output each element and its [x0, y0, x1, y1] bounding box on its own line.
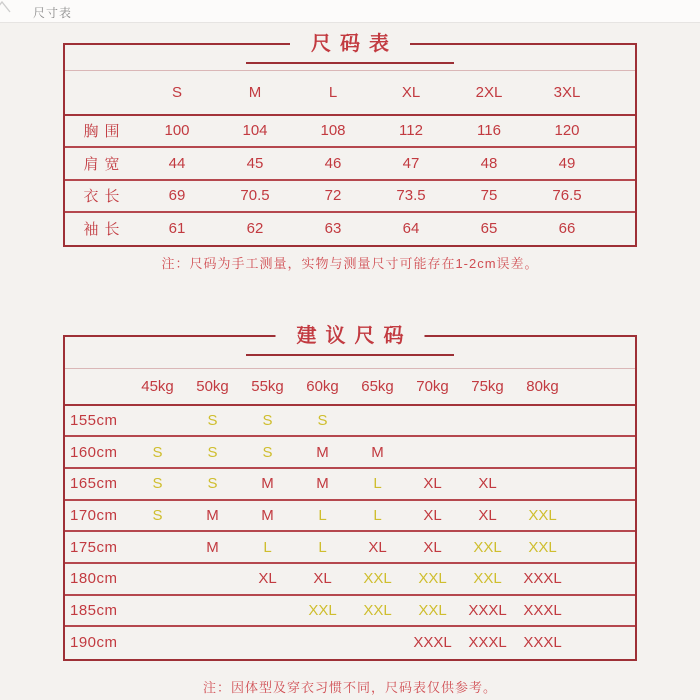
size-cell	[295, 626, 350, 658]
size-table-title-underline	[246, 62, 454, 64]
size-cell: XL	[423, 538, 442, 556]
size-cell: XXL	[473, 570, 502, 588]
size-cell: 49	[558, 154, 576, 172]
spacer-cell	[570, 369, 635, 405]
column-header: S	[171, 83, 182, 101]
suggest-table	[65, 368, 635, 658]
column-header: L	[328, 83, 338, 101]
collapse-arrow-icon[interactable]	[0, 0, 11, 18]
size-cell: M	[316, 443, 329, 461]
size-cell: XXXL	[468, 634, 507, 652]
size-cell	[460, 405, 515, 437]
row-label: 190cm	[70, 634, 118, 652]
spacer-cell	[570, 436, 635, 468]
size-cell: XL	[423, 475, 442, 493]
table-row	[65, 405, 635, 437]
size-cell: XXL	[473, 538, 502, 556]
size-cell	[130, 531, 185, 563]
row-label: 175cm	[70, 538, 118, 556]
column-header: 2XL	[475, 83, 503, 101]
size-cell: XXXL	[523, 570, 562, 588]
size-cell: XXL	[363, 601, 392, 619]
size-cell: L	[263, 538, 272, 556]
size-cell: S	[262, 443, 273, 461]
size-cell: 44	[168, 154, 186, 172]
size-cell: M	[316, 475, 329, 493]
header-row	[65, 369, 635, 405]
size-cell: S	[317, 411, 328, 429]
size-cell: XXXL	[413, 634, 452, 652]
spacer-cell	[570, 626, 635, 658]
suggest-size-title-underline	[246, 354, 454, 356]
column-header: 60kg	[306, 377, 339, 395]
size-cell	[130, 626, 185, 658]
size-cell: 62	[246, 220, 264, 238]
topbar-title: 尺寸表	[33, 6, 73, 20]
size-cell	[350, 405, 405, 437]
size-cell	[185, 563, 240, 595]
size-cell	[515, 436, 570, 468]
table-row	[65, 500, 635, 532]
table-row	[65, 595, 635, 627]
column-header: 65kg	[361, 377, 394, 395]
row-label-header	[65, 369, 130, 405]
size-cell: 116	[477, 122, 501, 140]
spacer-cell	[570, 595, 635, 627]
table-row	[65, 563, 635, 595]
size-cell: XXL	[528, 538, 557, 556]
size-cell: XL	[368, 538, 387, 556]
spacer-cell	[606, 212, 635, 245]
size-cell: XL	[313, 570, 332, 588]
row-label: 160cm	[70, 443, 118, 461]
suggest-size-title: 建议尺码	[276, 324, 425, 348]
size-cell: XXL	[418, 601, 447, 619]
size-cell: S	[207, 443, 218, 461]
row-label: 165cm	[70, 475, 118, 493]
size-cell: XXL	[528, 506, 557, 524]
size-cell: L	[373, 475, 382, 493]
size-cell: S	[207, 475, 218, 493]
size-cell	[130, 405, 185, 437]
size-cell	[240, 595, 295, 627]
row-label: 185cm	[70, 601, 118, 619]
table-row	[65, 147, 635, 180]
suggest-size-panel	[63, 325, 637, 661]
table-row	[65, 115, 635, 148]
size-cell: XL	[258, 570, 277, 588]
size-cell	[460, 436, 515, 468]
size-cell: XL	[478, 475, 497, 493]
spacer-cell	[570, 468, 635, 500]
spacer-cell	[606, 147, 635, 180]
size-cell: XXL	[308, 601, 337, 619]
size-cell	[240, 626, 295, 658]
size-cell: 104	[242, 122, 268, 140]
size-cell: M	[261, 506, 274, 524]
size-cell	[185, 626, 240, 658]
size-cell: XXXL	[468, 601, 507, 619]
size-cell: XXL	[363, 570, 392, 588]
size-cell: XL	[478, 506, 497, 524]
spacer-cell	[570, 531, 635, 563]
column-header: 50kg	[196, 377, 229, 395]
column-header: 3XL	[553, 83, 581, 101]
size-cell: S	[152, 475, 163, 493]
size-cell: 48	[480, 154, 498, 172]
size-cell	[405, 405, 460, 437]
table-row	[65, 180, 635, 213]
size-cell: S	[152, 506, 163, 524]
column-header: XL	[401, 83, 421, 101]
size-cell: 47	[402, 154, 420, 172]
size-cell: S	[152, 443, 163, 461]
column-header: 55kg	[251, 377, 284, 395]
table-row	[65, 626, 635, 658]
table-row	[65, 436, 635, 468]
spacer-cell	[606, 71, 635, 115]
row-label: 肩宽	[83, 155, 126, 173]
size-cell	[185, 595, 240, 627]
spacer-cell	[606, 180, 635, 213]
suggest-table-note: 注：因体型及穿衣习惯不同，尺码表仅供参考。	[202, 680, 497, 695]
size-cell: M	[206, 506, 219, 524]
size-cell: 112	[399, 122, 423, 140]
size-cell: 45	[246, 154, 264, 172]
row-label-header	[65, 71, 138, 115]
column-header: 70kg	[416, 377, 449, 395]
size-cell: 61	[168, 220, 186, 238]
size-cell: XL	[423, 506, 442, 524]
size-cell: 100	[164, 122, 190, 140]
size-cell: 70.5	[240, 187, 270, 205]
size-cell: 76.5	[552, 187, 582, 205]
table-row	[65, 531, 635, 563]
row-label: 袖长	[83, 221, 126, 239]
size-cell: 46	[324, 154, 342, 172]
size-table	[65, 70, 635, 245]
size-cell: XXXL	[523, 601, 562, 619]
size-cell	[130, 595, 185, 627]
size-cell: 73.5	[396, 187, 426, 205]
table-row	[65, 468, 635, 500]
size-table-note: 注：尺码为手工测量，实物与测量尺寸可能存在1-2cm误差。	[161, 256, 539, 271]
column-header: M	[248, 83, 262, 101]
spacer-cell	[606, 115, 635, 148]
row-label: 胸围	[83, 123, 126, 141]
size-cell	[130, 563, 185, 595]
spacer-cell	[570, 500, 635, 532]
size-cell: 63	[324, 220, 342, 238]
size-cell: 75	[480, 187, 498, 205]
size-cell	[515, 405, 570, 437]
row-label: 155cm	[70, 411, 118, 429]
size-cell: 120	[554, 122, 580, 140]
size-cell	[515, 468, 570, 500]
size-cell: 108	[320, 122, 346, 140]
row-label: 180cm	[70, 570, 118, 588]
size-cell	[350, 626, 405, 658]
size-cell: M	[371, 443, 384, 461]
column-header: 45kg	[141, 377, 174, 395]
row-label: 170cm	[70, 506, 118, 524]
size-cell: L	[318, 506, 327, 524]
size-cell: 66	[558, 220, 576, 238]
size-cell: 64	[402, 220, 420, 238]
size-cell: S	[262, 411, 273, 429]
size-cell: L	[373, 506, 382, 524]
size-cell	[405, 436, 460, 468]
size-cell: M	[206, 538, 219, 556]
size-cell: XXXL	[523, 634, 562, 652]
spacer-cell	[570, 563, 635, 595]
header-row	[65, 71, 635, 115]
size-cell: S	[207, 411, 218, 429]
column-header: 75kg	[471, 377, 504, 395]
size-cell: L	[318, 538, 327, 556]
row-label: 衣长	[83, 188, 126, 206]
size-cell: 69	[168, 187, 186, 205]
table-row	[65, 212, 635, 245]
size-cell: XXL	[418, 570, 447, 588]
size-table-panel	[63, 33, 637, 247]
size-section-header[interactable]	[0, 0, 700, 23]
size-cell: 65	[480, 220, 498, 238]
size-table-title: 尺码表	[290, 32, 410, 56]
spacer-cell	[570, 405, 635, 437]
column-header: 80kg	[526, 377, 559, 395]
size-cell: 72	[324, 187, 342, 205]
size-cell: M	[261, 475, 274, 493]
